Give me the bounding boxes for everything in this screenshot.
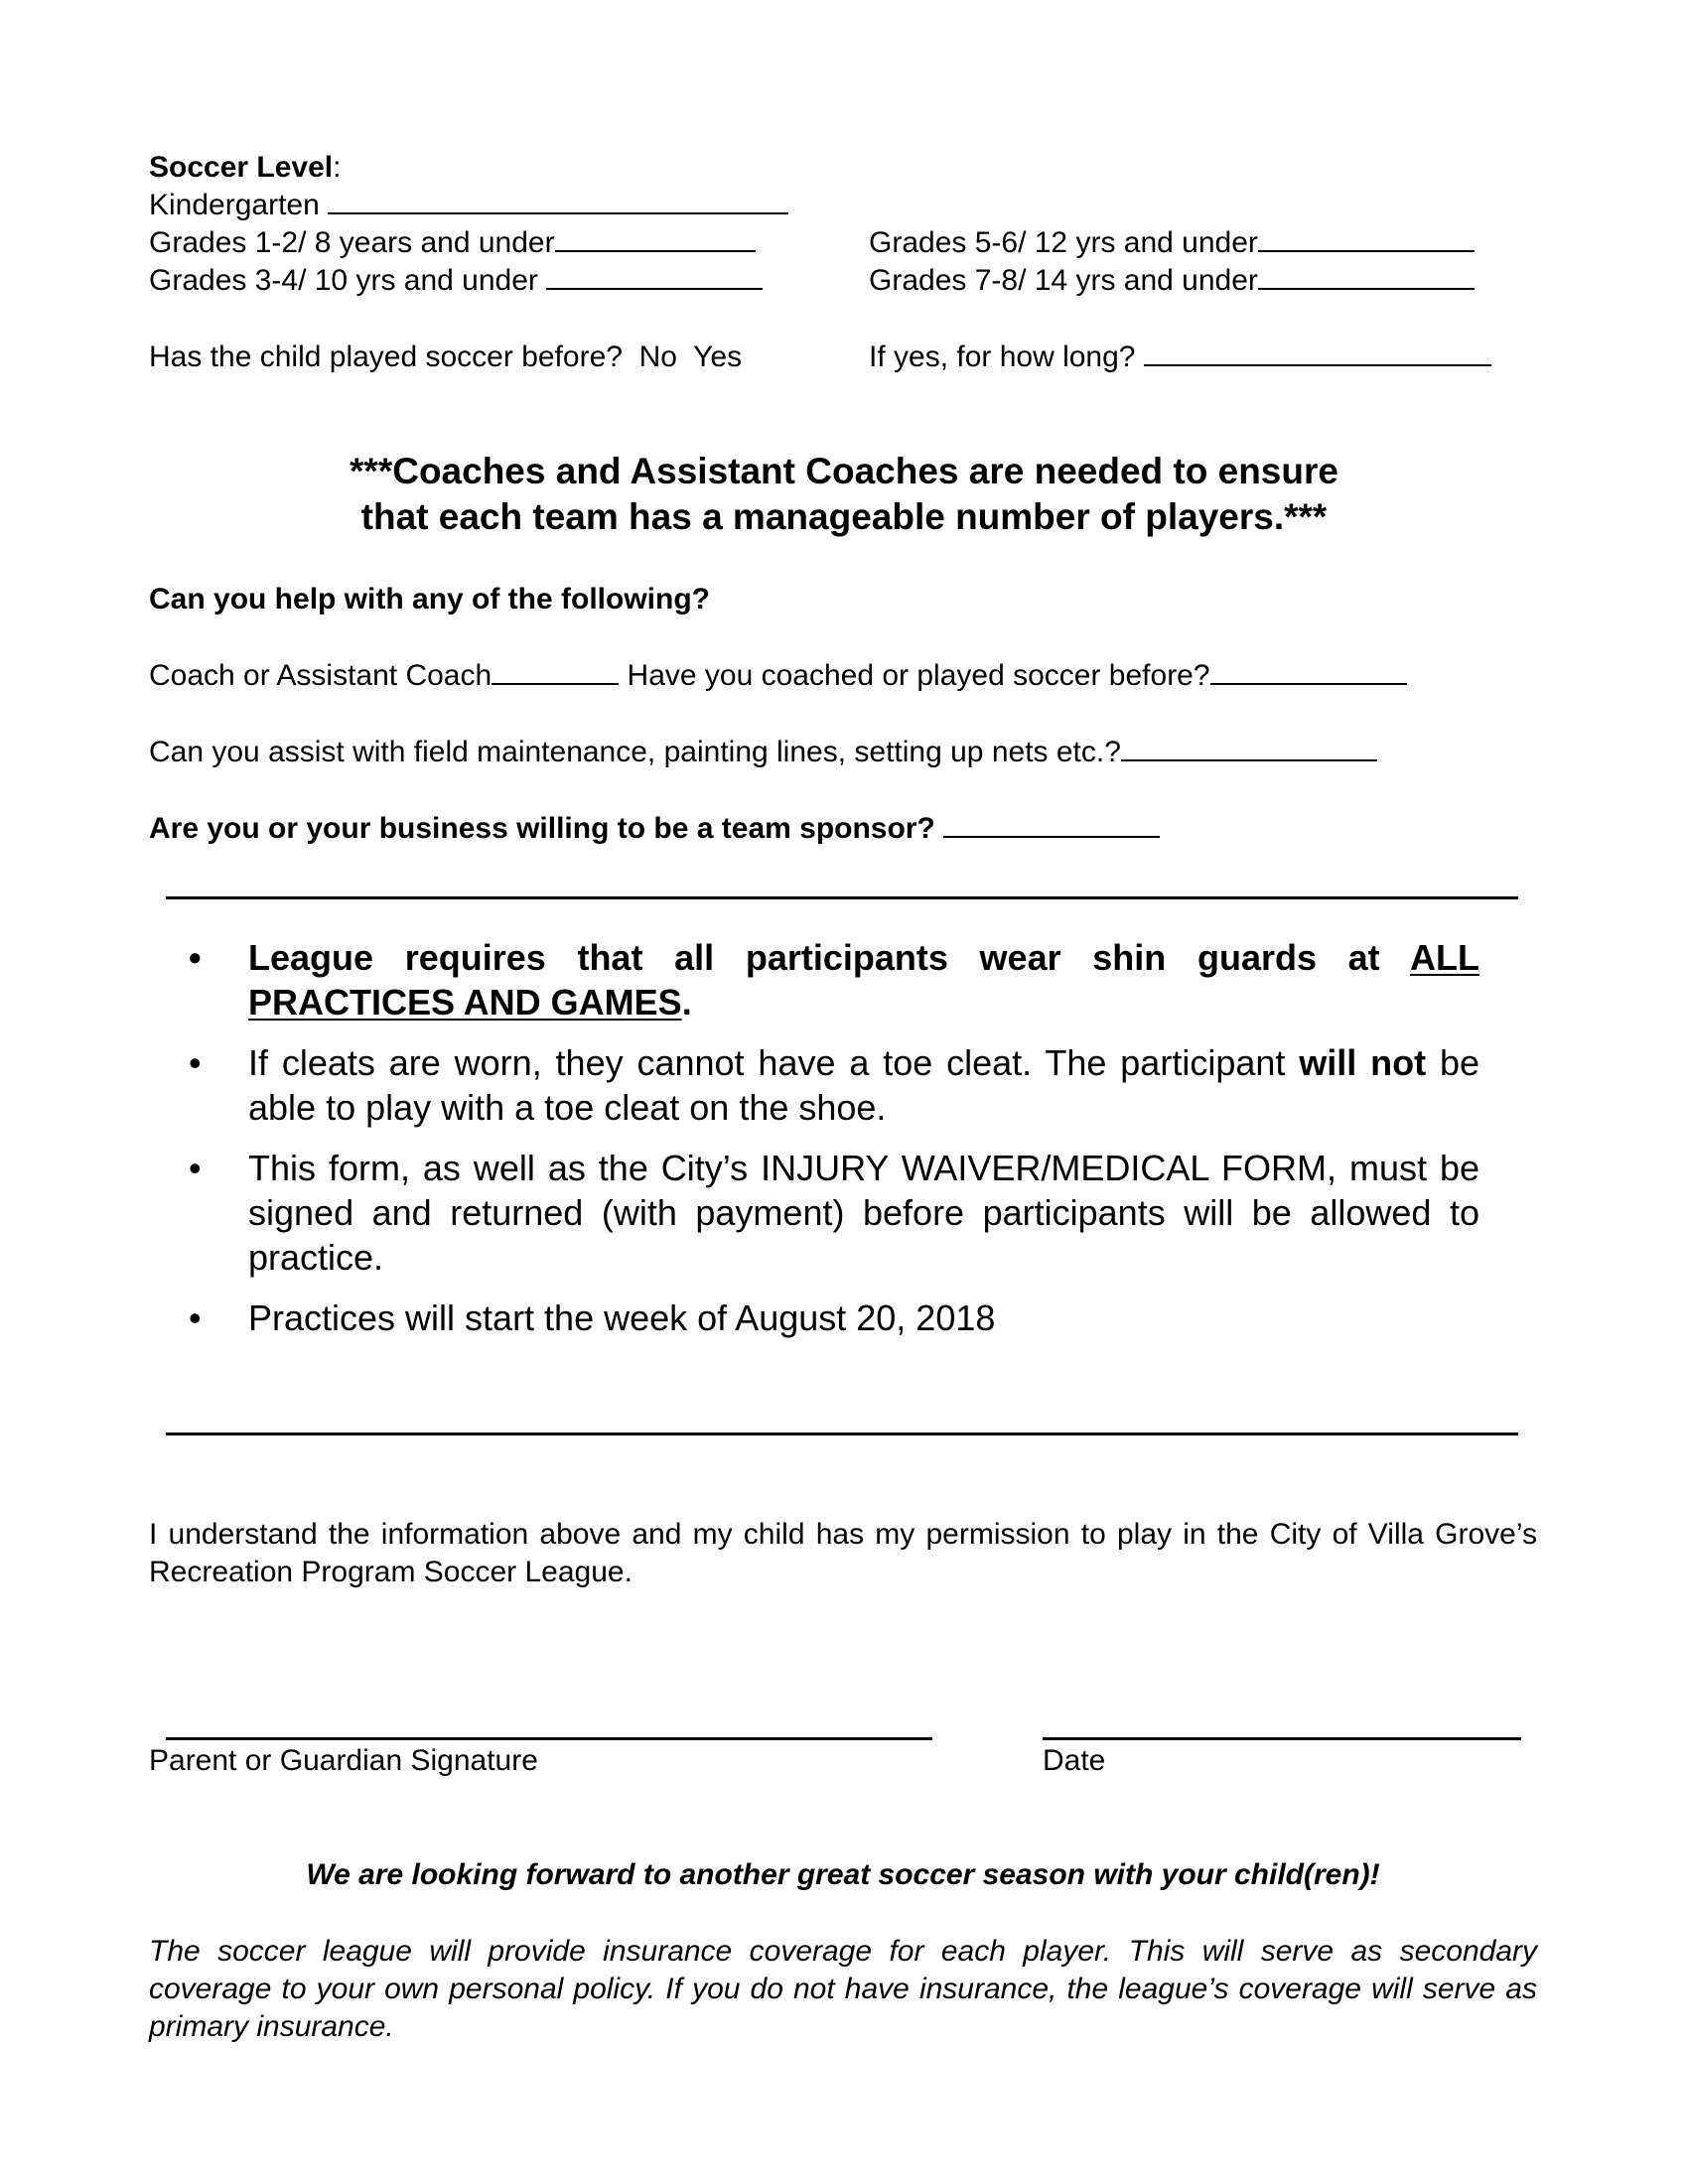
- bullet-icon: •: [189, 937, 202, 978]
- coach-label: Coach or Assistant Coach: [149, 659, 492, 692]
- grades-3-4-label: Grades 3-4/ 10 yrs and under: [149, 264, 538, 297]
- grades-7-8-label: Grades 7-8/ 14 yrs and under: [869, 264, 1258, 297]
- coaches-notice-line1: ***Coaches and Assistant Coaches are needed to ensure: [350, 451, 1338, 491]
- sponsor-label: Are you or your business willing to be a team sponsor?: [149, 812, 935, 845]
- how-long-row: [869, 339, 1491, 376]
- rule-shin-guards-emph: ALL PRACTICES AND GAMES: [248, 937, 1479, 1023]
- field-maintenance-label: Can you assist with field maintenance, painting lines, setting up nets etc.?: [149, 736, 1121, 768]
- played-before-question: Has the child played soccer before?: [149, 341, 623, 373]
- signature-line[interactable]: [166, 1737, 932, 1740]
- date-line[interactable]: [1043, 1737, 1521, 1740]
- rule-practices: [189, 1296, 1479, 1340]
- bullet-icon: •: [189, 1297, 202, 1338]
- played-before-no[interactable]: No: [638, 341, 677, 373]
- kindergarten-label: Kindergarten: [149, 189, 320, 221]
- bullet-icon: •: [189, 1148, 202, 1188]
- permission-statement: I understand the information above and my child has my permission to play in the City of Villa Grove’s Recreation Program Soccer League.: [149, 1518, 1537, 1588]
- grades-3-4-row: [149, 262, 763, 300]
- coached-before-label: Have you coached or played soccer before?: [627, 659, 1210, 692]
- coached-before-blank[interactable]: [1210, 657, 1407, 685]
- rule-shin-guards-text: League requires that all participants wear shin guards at: [248, 937, 1411, 978]
- grades-1-2-row: [149, 224, 756, 262]
- rule-practices-text: Practices will start the week of August 20, 2018: [248, 1297, 996, 1338]
- bullet-icon: •: [189, 1042, 202, 1083]
- grades-1-2-label: Grades 1-2/ 8 years and under: [149, 226, 555, 259]
- parent-signature-label: Parent or Guardian Signature: [149, 1744, 538, 1777]
- grades-5-6-blank[interactable]: [1258, 224, 1475, 252]
- grades-3-4-blank[interactable]: [546, 262, 763, 290]
- soccer-level-heading: Soccer Level:: [149, 151, 342, 184]
- rule-shin-guards: [189, 935, 1479, 1024]
- rule-shin-guards-end: .: [681, 982, 692, 1023]
- field-maintenance-blank[interactable]: [1121, 734, 1377, 761]
- date-label: Date: [1043, 1744, 1106, 1777]
- grades-1-2-blank[interactable]: [555, 224, 756, 252]
- rule-cleats-bold: will not: [1299, 1042, 1427, 1083]
- sponsor-blank[interactable]: [943, 810, 1160, 838]
- field-maintenance-row: [149, 734, 1377, 771]
- rule-waiver: [189, 1146, 1479, 1280]
- help-question: Can you help with any of the following?: [149, 583, 710, 615]
- grades-5-6-row: [869, 224, 1475, 262]
- how-long-blank[interactable]: [1144, 339, 1491, 366]
- kindergarten-blank[interactable]: [328, 187, 788, 214]
- insurance-note: The soccer league will provide insurance coverage for each player. This will serve as secondary coverage to your own personal policy. If you do not have insurance, the league’s coverage will serve as primary insurance.: [149, 1935, 1537, 2043]
- coaches-notice-line2: that each team has a manageable number of players.***: [360, 496, 1328, 537]
- grades-7-8-blank[interactable]: [1258, 262, 1475, 290]
- rule-cleats-text-a: If cleats are worn, they cannot have a toe cleat. The participant: [248, 1042, 1300, 1083]
- sponsor-row: [149, 810, 1160, 848]
- rules-list: [189, 935, 1479, 1356]
- grades-5-6-label: Grades 5-6/ 12 yrs and under: [869, 226, 1258, 259]
- rule-waiver-text: This form, as well as the City’s INJURY WAIVER/MEDICAL FORM, must be signed and returned (with payment) before participants will be allowed to practice.: [248, 1148, 1479, 1278]
- section-divider-top: [166, 896, 1518, 899]
- coach-blank[interactable]: [492, 657, 619, 685]
- section-divider-bottom: [166, 1433, 1518, 1435]
- played-before-row: [149, 339, 742, 376]
- rule-cleats-text-b: be able to play with a toe cleat on the shoe.: [248, 1042, 1479, 1128]
- grades-7-8-row: [869, 262, 1475, 300]
- how-long-label: If yes, for how long?: [869, 341, 1136, 373]
- rule-cleats: [189, 1040, 1479, 1130]
- coach-row: [149, 657, 1407, 695]
- played-before-yes[interactable]: Yes: [693, 341, 743, 373]
- kindergarten-row: [149, 187, 788, 224]
- closing-message: We are looking forward to another great soccer season with your child(ren)!: [306, 1858, 1380, 1891]
- coaches-needed-notice: [149, 449, 1539, 540]
